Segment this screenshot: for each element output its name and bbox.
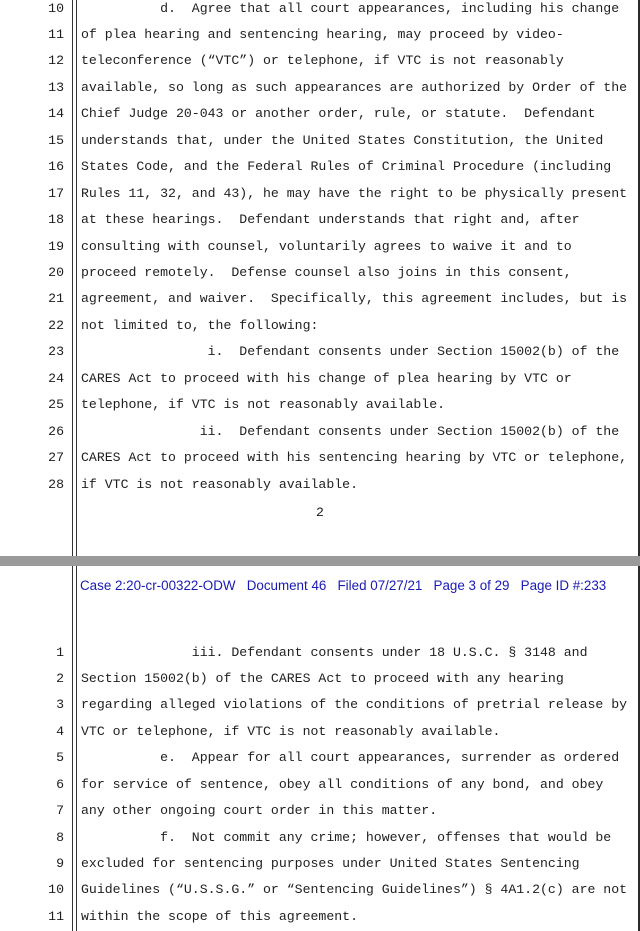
- text-line: [0, 313, 640, 339]
- line-text: Rules 11, 32, and 43), he may have the right to be physically present: [81, 186, 628, 201]
- line-number: 24: [48, 371, 64, 386]
- text-line: [0, 207, 640, 233]
- line-number: 8: [56, 830, 64, 845]
- document-page-lower: [0, 566, 640, 931]
- line-text: within the scope of this agreement.: [81, 909, 358, 924]
- text-line: [0, 419, 640, 445]
- text-line: [0, 154, 640, 180]
- line-text: CARES Act to proceed with his sentencing hearing by VTC or telephone,: [81, 450, 628, 465]
- text-line: [0, 472, 640, 498]
- line-text: Chief Judge 20-043 or another order, rule, or statute. Defendant: [81, 106, 596, 121]
- line-text: Guidelines (“U.S.S.G.” or “Sentencing Guidelines”) § 4A1.2(c) are not: [81, 882, 628, 897]
- line-number: 11: [48, 27, 64, 42]
- line-text: if VTC is not reasonably available.: [81, 477, 358, 492]
- line-text: agreement, and waiver. Specifically, this agreement includes, but is: [81, 291, 628, 306]
- line-number: 17: [48, 186, 64, 201]
- line-number: 9: [56, 856, 64, 871]
- line-number: 12: [48, 53, 64, 68]
- line-text: e. Appear for all court appearances, surrender as ordered: [81, 750, 620, 765]
- line-text: regarding alleged violations of the conditions of pretrial release by: [81, 697, 628, 712]
- line-number: 21: [48, 291, 64, 306]
- line-number: 16: [48, 159, 64, 174]
- line-text: teleconference (“VTC”) or telephone, if VTC is not reasonably: [81, 53, 564, 68]
- text-line: [0, 260, 640, 286]
- line-number: 5: [56, 750, 64, 765]
- line-text: telephone, if VTC is not reasonably available.: [81, 397, 446, 412]
- text-line: [0, 445, 640, 471]
- line-text: of plea hearing and sentencing hearing, may proceed by video-: [81, 27, 564, 42]
- line-number: 2: [56, 671, 64, 686]
- text-line: [0, 719, 640, 745]
- line-number: 6: [56, 777, 64, 792]
- text-line: [0, 772, 640, 798]
- line-number: 27: [48, 450, 64, 465]
- line-number: 3: [56, 697, 64, 712]
- line-text: not limited to, the following:: [81, 318, 319, 333]
- text-line: [0, 75, 640, 101]
- line-number: 1: [56, 645, 64, 660]
- line-number: 11: [48, 909, 64, 924]
- text-line: [0, 48, 640, 74]
- line-text: f. Not commit any crime; however, offenses that would be: [81, 830, 612, 845]
- line-text: any other ongoing court order in this matter.: [81, 803, 438, 818]
- text-line: [0, 745, 640, 771]
- line-text: States Code, and the Federal Rules of Criminal Procedure (including: [81, 159, 612, 174]
- line-number: 14: [48, 106, 64, 121]
- line-text: consulting with counsel, voluntarily agrees to waive it and to: [81, 239, 572, 254]
- line-text: Section 15002(b) of the CARES Act to proceed with any hearing: [81, 671, 564, 686]
- line-text: ii. Defendant consents under Section 15002(b) of the: [81, 424, 620, 439]
- text-line: [0, 22, 640, 48]
- case-filing-header: Case 2:20-cr-00322-ODW Document 46 Filed 07/27/21 Page 3 of 29 Page ID #:233: [80, 578, 607, 593]
- text-line: [0, 128, 640, 154]
- text-line: [0, 286, 640, 312]
- page-separator: [0, 556, 640, 566]
- text-line: [0, 339, 640, 365]
- line-number: 15: [48, 133, 64, 148]
- text-line: [0, 904, 640, 930]
- line-number: 19: [48, 239, 64, 254]
- line-text: i. Defendant consents under Section 15002(b) of the: [81, 344, 620, 359]
- line-text: CARES Act to proceed with his change of plea hearing by VTC or: [81, 371, 572, 386]
- line-number: 23: [48, 344, 64, 359]
- line-text: excluded for sentencing purposes under United States Sentencing: [81, 856, 580, 871]
- line-text: proceed remotely. Defense counsel also joins in this consent,: [81, 265, 572, 280]
- text-line: [0, 181, 640, 207]
- line-number: 10: [48, 882, 64, 897]
- line-number: 25: [48, 397, 64, 412]
- text-line: [0, 0, 640, 22]
- text-line: [0, 666, 640, 692]
- line-number: 18: [48, 212, 64, 227]
- line-text: available, so long as such appearances are authorized by Order of the: [81, 80, 628, 95]
- line-number: 13: [48, 80, 64, 95]
- line-number: 4: [56, 724, 64, 739]
- text-line: [0, 798, 640, 824]
- line-number: 20: [48, 265, 64, 280]
- text-line: [0, 101, 640, 127]
- line-number: 28: [48, 477, 64, 492]
- line-text: VTC or telephone, if VTC is not reasonably available.: [81, 724, 501, 739]
- line-text: at these hearings. Defendant understands that right and, after: [81, 212, 580, 227]
- text-line: [0, 825, 640, 851]
- line-number: 10: [48, 1, 64, 16]
- text-line: [0, 392, 640, 418]
- line-number: 7: [56, 803, 64, 818]
- text-line: [0, 877, 640, 903]
- line-text: iii. Defendant consents under 18 U.S.C. § 3148 and: [81, 645, 588, 660]
- line-text: for service of sentence, obey all conditions of any bond, and obey: [81, 777, 604, 792]
- line-number: 22: [48, 318, 64, 333]
- line-number: 26: [48, 424, 64, 439]
- line-text: understands that, under the United States Constitution, the United: [81, 133, 604, 148]
- text-line: [0, 851, 640, 877]
- text-line: [0, 234, 640, 260]
- text-line: [0, 692, 640, 718]
- page-number: 2: [316, 505, 324, 520]
- line-text: d. Agree that all court appearances, including his change: [81, 1, 620, 16]
- text-line: [0, 640, 640, 666]
- text-line: [0, 366, 640, 392]
